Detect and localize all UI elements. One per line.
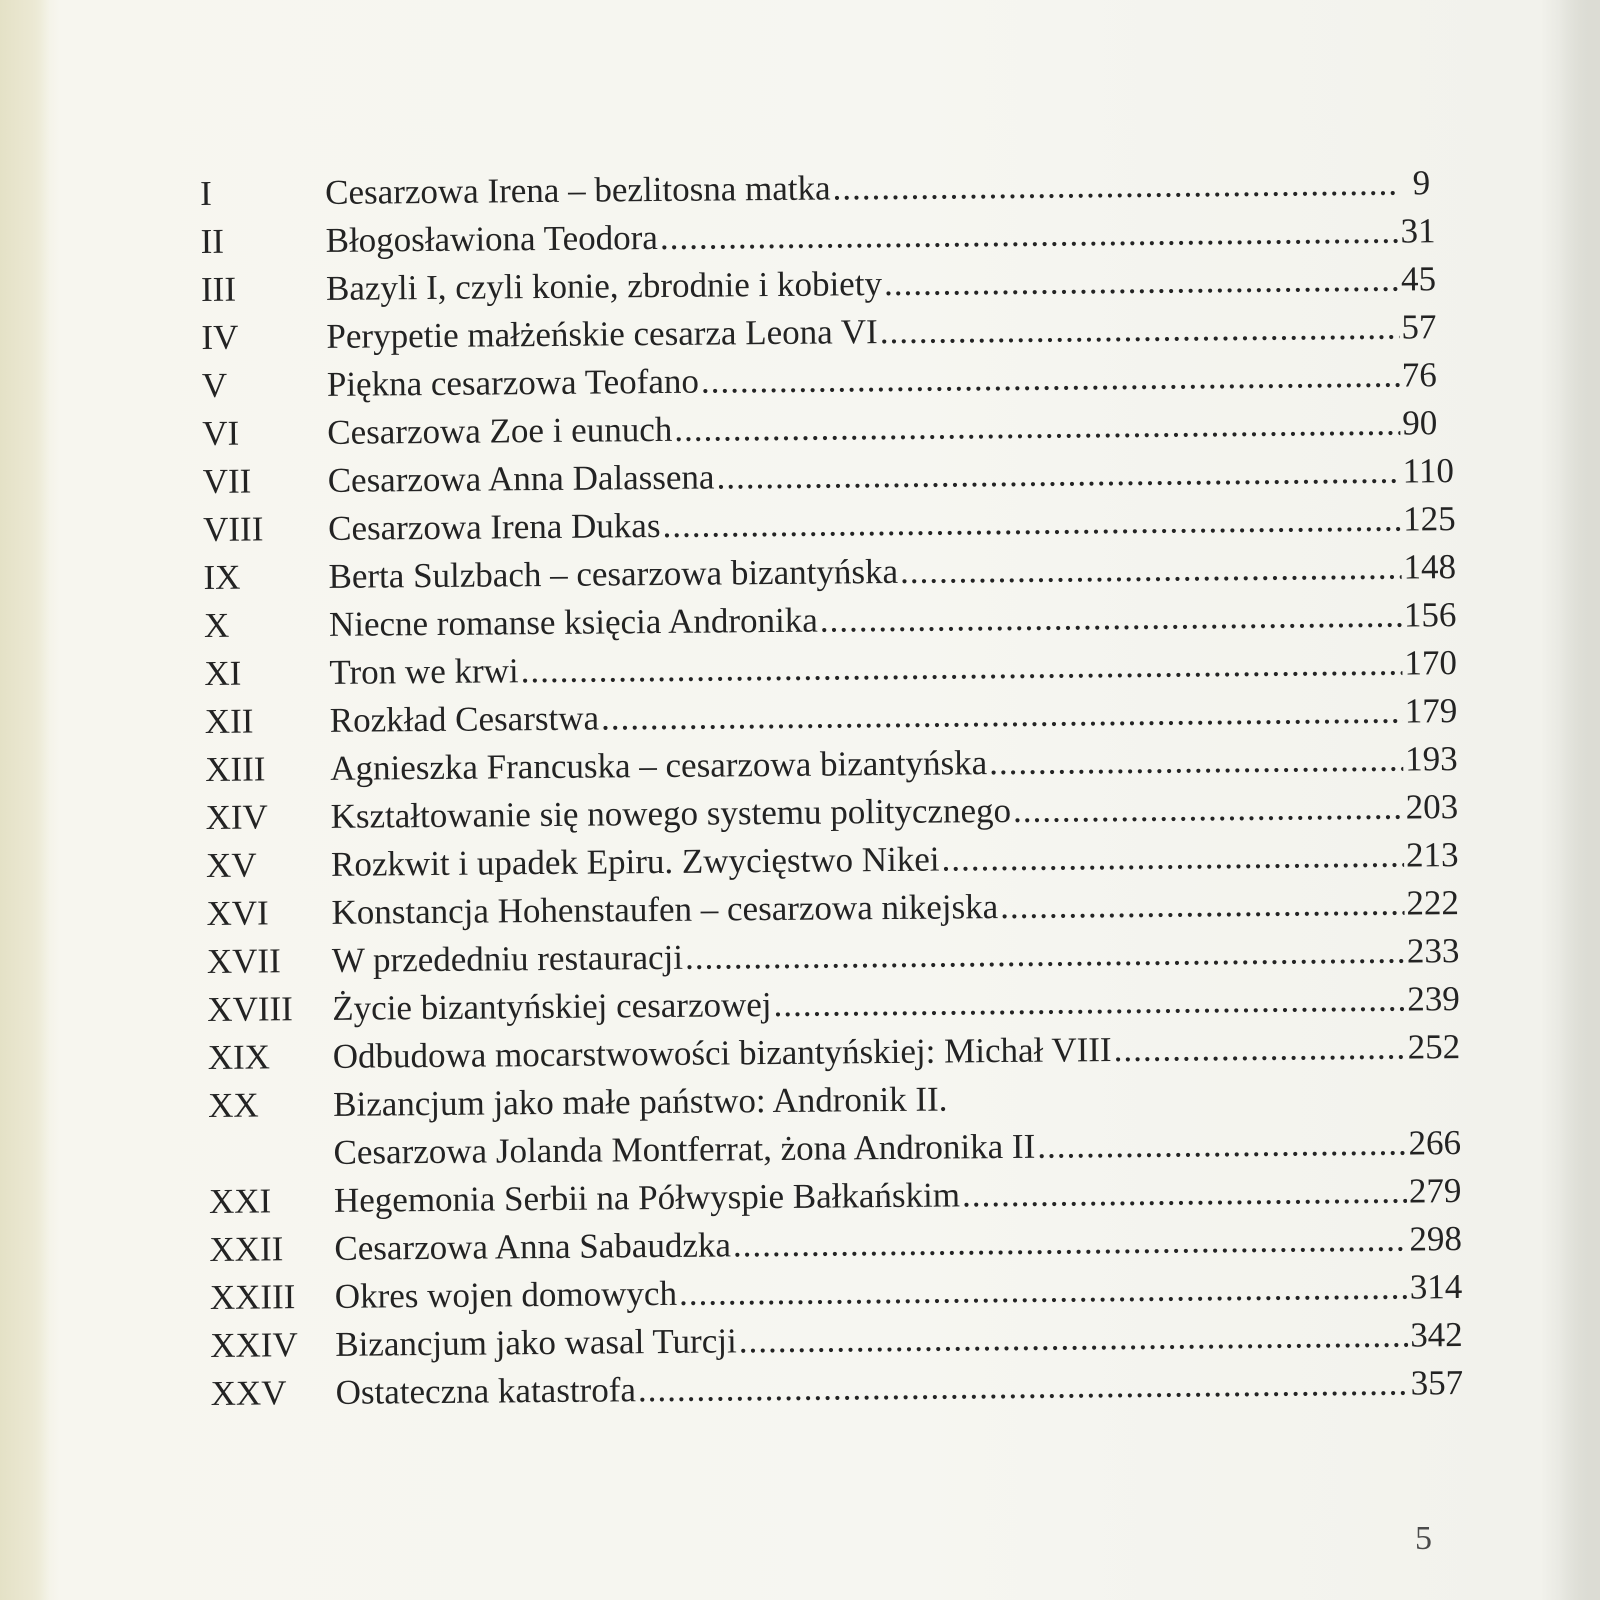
chapter-title: Błogosławiona Teodora	[325, 218, 659, 260]
chapter-title: Rozkład Cesarstwa	[329, 698, 600, 740]
chapter-title: Cesarzowa Zoe i eunuch	[327, 409, 673, 452]
chapter-page: 193	[1405, 739, 1458, 779]
chapter-number: XXI	[208, 1181, 272, 1221]
chapter-page: 298	[1409, 1219, 1463, 1259]
chapter-page: 110	[1402, 451, 1455, 491]
page-gutter	[0, 0, 50, 1600]
chapter-page: 239	[1407, 979, 1460, 1019]
chapter-number: XX	[207, 1085, 259, 1125]
chapter-page: 45	[1400, 259, 1437, 299]
chapter-number: XIX	[207, 1037, 271, 1077]
dot-leader	[941, 832, 1404, 884]
chapter-number: XI	[204, 653, 242, 693]
chapter-page: 252	[1407, 1027, 1461, 1067]
dot-leader	[1013, 784, 1404, 835]
chapter-page: 213	[1405, 835, 1459, 875]
dot-leader	[520, 640, 1402, 696]
chapter-page: 90	[1402, 403, 1438, 443]
chapter-page: 357	[1410, 1363, 1464, 1403]
dot-leader	[773, 976, 1405, 1030]
chapter-number: IX	[203, 557, 241, 597]
chapter-page: 156	[1403, 595, 1457, 635]
chapter-title: Cesarzowa Irena – bezlitosna matka	[325, 168, 831, 212]
chapter-number: XVII	[206, 941, 281, 981]
chapter-number: XXIII	[209, 1277, 296, 1317]
chapter-title: Konstancja Hohenstaufen – cesarzowa nikejska	[331, 887, 999, 932]
chapter-number: XVIII	[207, 989, 294, 1029]
dot-leader	[739, 1312, 1409, 1366]
chapter-title: Cesarzowa Anna Dalassena	[327, 457, 715, 500]
chapter-number: XIV	[205, 797, 269, 837]
chapter-page: 57	[1401, 307, 1437, 347]
chapter-number: VII	[202, 461, 252, 501]
dot-leader	[638, 1359, 1409, 1414]
chapter-number: XII	[204, 701, 254, 741]
chapter-number: X	[203, 605, 230, 645]
chapter-number: III	[200, 269, 237, 309]
chapter-title: Cesarzowa Anna Sabaudzka	[334, 1225, 732, 1268]
dot-leader	[733, 1216, 1408, 1270]
toc-entry-25	[210, 1359, 1464, 1418]
chapter-title: Hegemonia Serbii na Półwyspie Bałkańskim	[333, 1175, 961, 1220]
dot-leader	[679, 1264, 1408, 1318]
chapter-title: Cesarzowa Irena Dukas	[327, 505, 661, 548]
chapter-number: IV	[201, 317, 239, 357]
chapter-number: XVI	[206, 893, 269, 933]
dot-leader	[962, 1168, 1407, 1220]
dot-leader	[662, 496, 1401, 550]
chapter-page: 76	[1401, 355, 1438, 395]
page-edge	[1560, 0, 1600, 1600]
dot-leader	[716, 448, 1401, 502]
chapter-title: Tron we krwi	[329, 651, 519, 692]
chapter-number: VI	[202, 413, 240, 453]
chapter-title: Ostateczna katastrofa	[335, 1370, 637, 1412]
table-of-contents	[200, 159, 1464, 1418]
chapter-number: XXIV	[210, 1325, 298, 1365]
chapter-page: 314	[1409, 1267, 1463, 1307]
chapter-number: XIII	[205, 749, 266, 789]
page-number: 5	[1415, 1520, 1432, 1557]
chapter-number: I	[200, 173, 213, 213]
chapter-number: XXII	[209, 1229, 284, 1269]
chapter-page: 31	[1400, 211, 1436, 251]
chapter-page: 233	[1406, 931, 1460, 971]
chapter-number: II	[200, 221, 225, 261]
chapter-title-continued: Cesarzowa Jolanda Montferrat, żona Andronika II	[333, 1126, 1036, 1172]
dot-leader	[674, 400, 1400, 454]
chapter-page: 125	[1402, 499, 1456, 539]
dot-leader	[1037, 1120, 1407, 1171]
dot-leader	[832, 160, 1398, 213]
chapter-page: 266	[1408, 1123, 1462, 1163]
dot-leader	[1000, 880, 1405, 932]
chapter-title: Bizancjum jako wasal Turcji	[335, 1321, 737, 1364]
chapter-number: VIII	[202, 509, 264, 549]
dot-leader	[601, 688, 1403, 743]
chapter-title: Niecne romanse księcia Andronika	[328, 600, 818, 644]
chapter-page: 342	[1410, 1315, 1463, 1355]
chapter-title: Perypetie małżeńskie cesarza Leona VI	[326, 312, 878, 356]
dot-leader	[1113, 1024, 1406, 1075]
chapter-title: W przededniu restauracji	[331, 937, 684, 980]
dot-leader	[701, 352, 1400, 406]
chapter-title: Okres wojen domowych	[334, 1273, 678, 1316]
dot-leader	[660, 208, 1399, 262]
chapter-page: 203	[1405, 787, 1459, 827]
chapter-title: Agnieszka Francuska – cesarzowa bizantyńska	[330, 743, 988, 788]
dot-leader	[880, 304, 1400, 357]
dot-leader	[900, 544, 1402, 596]
chapter-number: XXV	[210, 1373, 287, 1413]
dot-leader	[685, 928, 1405, 982]
chapter-title: Berta Sulzbach – cesarzowa bizantyńska	[328, 551, 899, 596]
chapter-page: 148	[1403, 547, 1457, 587]
chapter-page: 222	[1406, 883, 1460, 923]
dot-leader	[989, 736, 1403, 788]
dot-leader	[820, 592, 1403, 645]
chapter-title: Odbudowa mocarstwowości bizantyńskiej: Michał VIII	[332, 1030, 1112, 1076]
chapter-title: Bazyli I, czyli konie, zbrodnie i kobiety	[325, 264, 883, 308]
chapter-number: V	[201, 365, 228, 405]
chapter-number: XV	[205, 845, 257, 885]
chapter-page: 9	[1412, 163, 1431, 203]
chapter-page: 179	[1404, 691, 1458, 731]
chapter-title: Bizancjum jako małe państwo: Andronik II.	[332, 1079, 948, 1124]
dot-leader	[884, 256, 1399, 308]
chapter-title: Kształtowanie się nowego systemu politycznego	[330, 790, 1012, 836]
chapter-number-empty	[209, 1164, 334, 1165]
chapter-title: Piękna cesarzowa Teofano	[326, 361, 700, 404]
chapter-title: Życie bizantyńskiej cesarzowej	[332, 985, 772, 1028]
chapter-page: 279	[1408, 1171, 1462, 1211]
chapter-title: Rozkwit i upadek Epiru. Zwycięstwo Nikei	[330, 839, 940, 884]
chapter-page: 170	[1404, 643, 1458, 683]
